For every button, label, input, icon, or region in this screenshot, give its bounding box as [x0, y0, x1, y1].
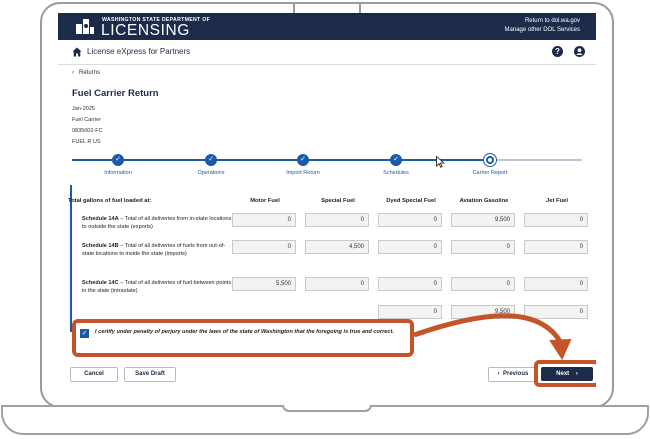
department-text: WASHINGTON STATE DEPARTMENT OF — [102, 17, 211, 23]
cell-14b-aviation[interactable]: 0 — [451, 240, 515, 254]
laptop-notch — [282, 405, 372, 412]
previous-label: Previous — [502, 371, 529, 377]
cell-14c-special[interactable]: 0 — [305, 277, 369, 291]
certify-checkbox[interactable]: ✓ — [81, 330, 88, 337]
app-screen — [58, 13, 596, 393]
col-special-fuel: Special Fuel — [321, 198, 355, 204]
cell-14a-jet[interactable]: 0 — [524, 213, 588, 227]
back-label: Returns — [79, 70, 101, 76]
top-bar — [58, 13, 596, 40]
step-schedules[interactable]: ✓ — [390, 154, 402, 166]
col-jet-fuel: Jet Fuel — [546, 198, 568, 204]
schedule-code: Schedule 14A — [82, 216, 119, 222]
step-operations[interactable]: ✓ — [205, 154, 217, 166]
cell-14b-jet[interactable]: 0 — [524, 240, 588, 254]
account-number: 0835002-FC — [72, 128, 103, 134]
cell-14c-motor[interactable]: 5,500 — [232, 277, 296, 291]
schedule-code: Schedule 14C — [82, 280, 119, 286]
cell-14c-aviation[interactable]: 0 — [451, 277, 515, 291]
next-label: Next — [556, 371, 570, 377]
row-label-14a — [82, 215, 232, 231]
app-header — [58, 40, 596, 65]
schedule-code: Schedule 14B — [82, 243, 119, 249]
step-label-operations: Operations — [197, 170, 225, 176]
row-label-14b — [82, 242, 232, 258]
step-information[interactable]: ✓ — [112, 154, 124, 166]
row-label-14c — [82, 279, 232, 295]
home-icon[interactable] — [72, 47, 82, 57]
cell-14c-jet[interactable]: 0 — [524, 277, 588, 291]
chevron-left-icon: ‹ — [497, 371, 500, 377]
save-draft-button[interactable]: Save Draft — [124, 367, 176, 382]
licensing-wordmark: LICENSING — [101, 22, 190, 39]
chevron-right-icon: › — [575, 371, 578, 377]
location-name: FUEL R US — [72, 139, 101, 145]
cancel-button[interactable]: Cancel — [70, 367, 118, 382]
certify-highlight — [72, 319, 414, 357]
col-motor-fuel: Motor Fuel — [250, 198, 280, 204]
back-link[interactable] — [72, 70, 100, 76]
certify-text: I certify under penalty of perjury under the laws of the state of Washington that the foregoing is true and correct. — [95, 329, 394, 335]
step-label-schedules: Schedules — [383, 170, 409, 176]
chevron-left-icon: ‹ — [72, 70, 74, 76]
return-dol-link[interactable]: Return to dol.wa.gov — [524, 18, 580, 24]
mouse-cursor-icon — [436, 156, 445, 168]
schedule-desc: – Total of all deliveries of fuel between points in the state (intrastate) — [82, 280, 232, 294]
dol-logo-icon — [74, 16, 96, 36]
step-carrier-report[interactable] — [484, 154, 496, 166]
schedule-desc: – Total of all deliveries of fuels from out-of-state locations to inside the state (imports) — [82, 243, 226, 257]
schedule-desc: – Total of all deliveries from in-state locations to outside the state (exports) — [82, 216, 232, 230]
cell-total-jet[interactable]: 0 — [524, 305, 588, 319]
period: Jan-2025 — [72, 106, 95, 112]
next-button[interactable] — [541, 367, 593, 381]
cell-14a-aviation[interactable]: 9,500 — [451, 213, 515, 227]
cell-total-aviation[interactable]: 9,500 — [451, 305, 515, 319]
page-title: Fuel Carrier Return — [72, 88, 159, 99]
col-aviation-gasoline: Aviation Gasoline — [459, 198, 509, 204]
cell-14c-dyed[interactable]: 0 — [378, 277, 442, 291]
user-icon[interactable] — [574, 46, 585, 57]
table-lead-header: Total gallons of fuel loaded at: — [68, 198, 152, 204]
help-icon[interactable]: ? — [552, 46, 563, 57]
step-label-carrier-report: Carrier Report — [472, 170, 508, 176]
cell-14a-special[interactable]: 0 — [305, 213, 369, 227]
col-dyed-special-fuel: Dyed Special Fuel — [386, 198, 436, 204]
step-import-return[interactable]: ✓ — [297, 154, 309, 166]
cell-14a-dyed[interactable]: 0 — [378, 213, 442, 227]
step-label-information: Information — [104, 170, 132, 176]
cell-14b-motor[interactable]: 0 — [232, 240, 296, 254]
previous-button[interactable] — [488, 367, 538, 382]
license-type: Fuel Carrier — [72, 117, 102, 123]
cell-14b-dyed[interactable]: 0 — [378, 240, 442, 254]
app-title[interactable]: License eXpress for Partners — [87, 47, 191, 56]
cell-total-dyed[interactable]: 0 — [378, 305, 442, 319]
cell-14b-special[interactable]: 4,500 — [305, 240, 369, 254]
manage-services-link[interactable]: Manage other DOL Services — [504, 27, 580, 33]
step-label-import-return: Import Return — [286, 170, 320, 176]
arrow-head — [551, 340, 570, 358]
progress-line-remaining — [490, 159, 582, 161]
cell-14a-motor[interactable]: 0 — [232, 213, 296, 227]
